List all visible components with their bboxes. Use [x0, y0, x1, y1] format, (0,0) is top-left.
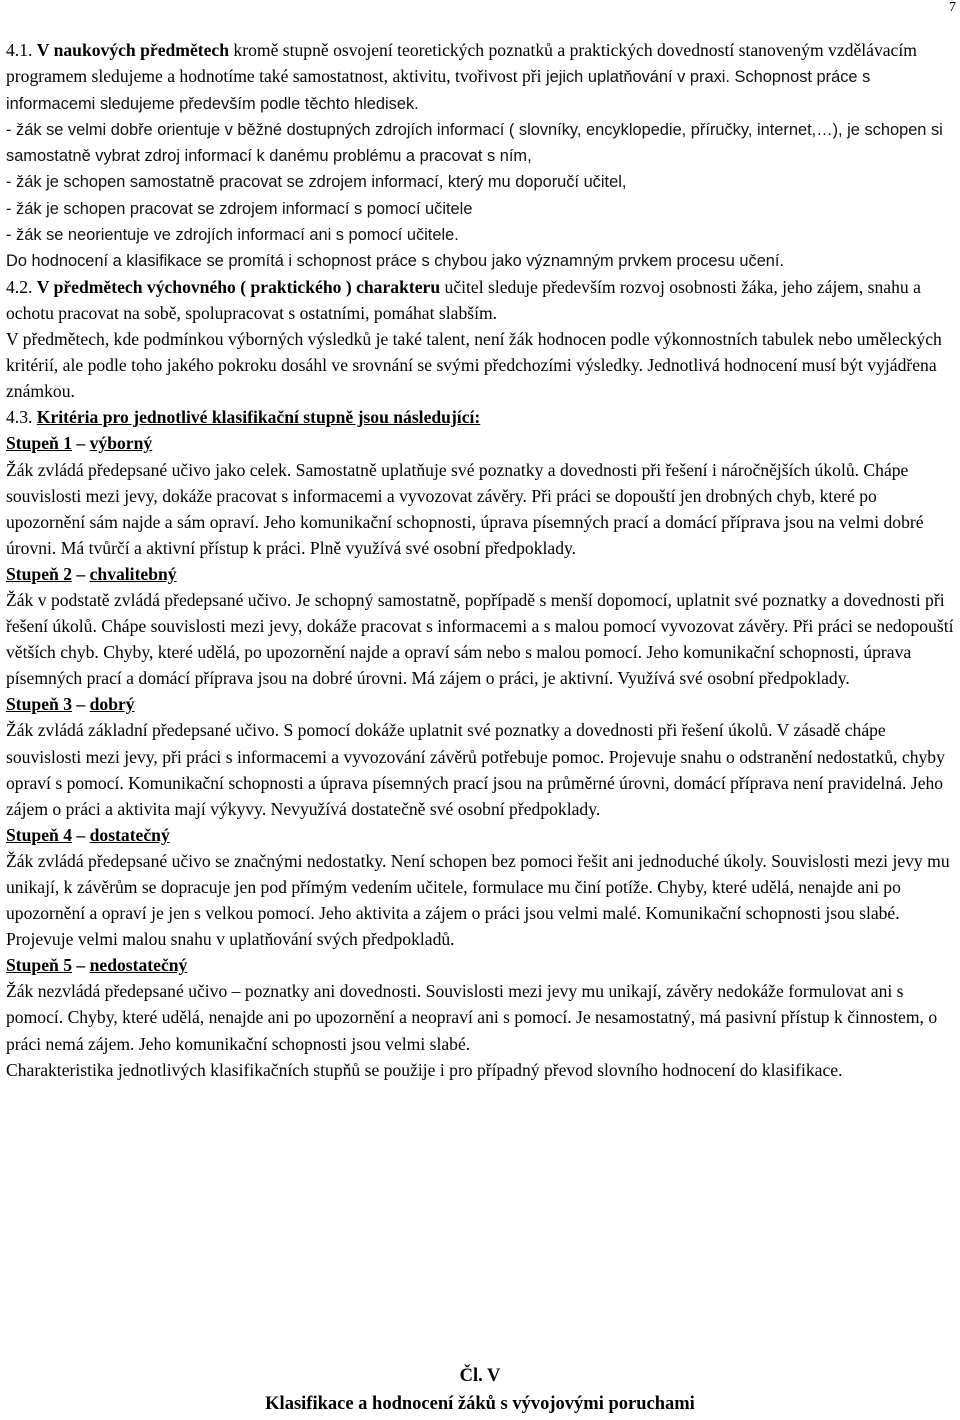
grade-dash: –	[72, 563, 90, 584]
grade-dash: –	[72, 955, 90, 976]
section-number: 4.2.	[6, 276, 33, 297]
section-paragraph: V předmětech, kde podmínkou výborných výsledků je také talent, není žák hodnocen podle výkonnostních tabulek nebo uměleckých kritérií, ale podle toho jakého pokroku dosáhl ve srovnání se svými předchozími výsledky. Jednotlivá hodnocení musí být vyjádřena známkou.	[6, 329, 942, 402]
grade-heading	[6, 822, 956, 848]
grade-name: dostatečný	[89, 824, 170, 845]
section-heading: Kritéria pro jednotlivé klasifikační stupně jsou následující:	[36, 407, 481, 428]
grade-heading	[6, 561, 956, 587]
list-item: - žák se neorientuje ve zdrojích informací ani s pomocí učitele.	[6, 225, 459, 244]
grade-label: Stupeň 4	[6, 824, 73, 845]
section-text: kromě stupně osvojení teoretických poznatků a praktických dovedností stanoveným vzdělávacím programem sledujeme a hodnotíme také samostatnost, aktivitu, tvořivost při	[6, 40, 917, 87]
list-item: - žák je schopen pracovat se zdrojem informací s pomocí učitele	[6, 199, 473, 218]
list-item: - žák se velmi dobře orientuje v běžné dostupných zdrojích informací ( slovníky, encyklopedie, příručky, internet,…), je schopen si samostatně vybrat zdroj informací k danému problému a pracovat s ním,	[6, 121, 943, 166]
grade-label: Stupeň 5	[6, 955, 73, 976]
grade-heading	[6, 691, 956, 717]
section-closing: Do hodnocení a klasifikace se promítá i schopnost práce s chybou jako významným prvkem procesu učení.	[6, 251, 785, 270]
grade-name: nedostatečný	[89, 955, 188, 976]
chapter-number: Čl. V	[459, 1366, 501, 1386]
grade-name: dobrý	[89, 694, 135, 715]
list-item: - žák je schopen samostatně pracovat se zdrojem informací, který mu doporučí učitel,	[6, 173, 627, 192]
grade-heading	[6, 952, 956, 978]
grade-description: Žák zvládá předepsané učivo jako celek. Samostatně uplatňuje své poznatky a dovednosti při řešení i náročnějších úkolů. Chápe souvislosti mezi jevy, dokáže pracovat s informacemi a vyvozovat závěry. Při práci se dopouští jen drobných chyb, které po upozornění sám najde a sám opraví. Jeho komunikační schopnosti, úprava písemných prací a domácí příprava jsou na velmi dobré úrovni. Má tvůrčí a aktivní přístup k práci. Plně využívá své osobní předpoklady.	[6, 459, 924, 558]
grade-heading	[6, 430, 956, 456]
grade-description: Žák zvládá předepsané učivo se značnými nedostatky. Není schopen bez pomoci řešit ani jednoduché úkoly. Souvislosti mezi jevy mu unikají, k závěrům se dopracuje jen pod přímým vedením učitele, formulace mu činí potíže. Chyby, které udělá, nenajde ani po upozornění a opraví je jen s velkou pomocí. Jeho aktivita a zájem o práci jsou velmi malé. Komunikační schopnosti jsou slabé. Projevuje velmi malou snahu v uplatňování svých předpokladů.	[6, 850, 950, 950]
page-number: 7	[949, 0, 956, 15]
section-heading: V naukových předmětech	[36, 40, 230, 60]
grade-label: Stupeň 2	[6, 563, 73, 584]
section-number: 4.3.	[6, 407, 33, 428]
document-body	[6, 37, 956, 1083]
grade-name: chvalitebný	[89, 563, 177, 584]
section-heading: V předmětech výchovného ( praktického ) charakteru	[36, 276, 441, 297]
section-4-1	[6, 37, 956, 117]
grade-name: výborný	[89, 433, 153, 454]
section-text-sans: jejich uplatňování v praxi. Schopnost práce s informacemi sledujeme především podle těchto hledisek.	[6, 68, 871, 114]
grade-description: Žák zvládá základní předepsané učivo. S pomocí dokáže uplatnit své poznatky a dovednosti při řešení úkolů. V zásadě chápe souvislosti mezi jevy, při práci s informacemi a vyvozování závěrů potřebuje pomoc. Projevuje snahu o odstranění nedostatků, chyby opraví s pomocí. Komunikační schopnosti a úprava písemných prací jsou na průměrné úrovni, domácí příprava není pravidelná. Jeho zájem o práci a aktivita mají výkyvy. Nevyužívá dostatečně své osobní předpoklady.	[6, 720, 945, 819]
section-text: učitel sleduje především rozvoj osobnosti žáka, jeho zájem, snahu a ochotu pracovat na sobě, spolupracovat s ostatními, pomáhat slabším.	[6, 276, 921, 323]
grade-label: Stupeň 3	[6, 694, 73, 715]
grade-description: Žák v podstatě zvládá předepsané učivo. Je schopný samostatně, popřípadě s menší dopomocí, uplatnit své poznatky a dovednosti při řešení úkolů. Chápe souvislosti mezi jevy, dokáže pracovat s informacemi a s malou pomocí vyvozovat závěry. Při práci se nedopouští větších chyb. Chyby, které udělá, po upozornění najde a opraví sám nebo s malou pomocí. Jeho komunikační schopnosti, úprava písemných prací a domácí příprava jsou na dobré úrovni. Má zájem o práci, je aktivní. Využívá své osobní předpoklady.	[6, 589, 954, 689]
grade-label: Stupeň 1	[6, 433, 73, 454]
grade-dash: –	[72, 824, 90, 845]
section-4-2	[6, 274, 956, 326]
closing-paragraph: Charakteristika jednotlivých klasifikačních stupňů se použije i pro případný převod slovního hodnocení do klasifikace.	[6, 1059, 843, 1080]
grade-dash: –	[72, 433, 90, 454]
grade-dash: –	[72, 694, 90, 715]
section-number: 4.1.	[6, 40, 33, 60]
chapter-title: Klasifikace a hodnocení žáků s vývojovými poruchami	[265, 1394, 695, 1414]
grade-description: Žák nezvládá předepsané učivo – poznatky ani dovednosti. Souvislosti mezi jevy mu unikají, závěry nedokáže formulovat ani s pomocí. Chyby, které udělá, nenajde ani po upozornění a neopraví ani s pomocí. Je nesamostatný, má pasivní přístup k činnostem, o práci nemá zájem. Jeho komunikační schopnosti jsou velmi slabé.	[6, 981, 938, 1054]
section-4-3	[6, 404, 956, 430]
